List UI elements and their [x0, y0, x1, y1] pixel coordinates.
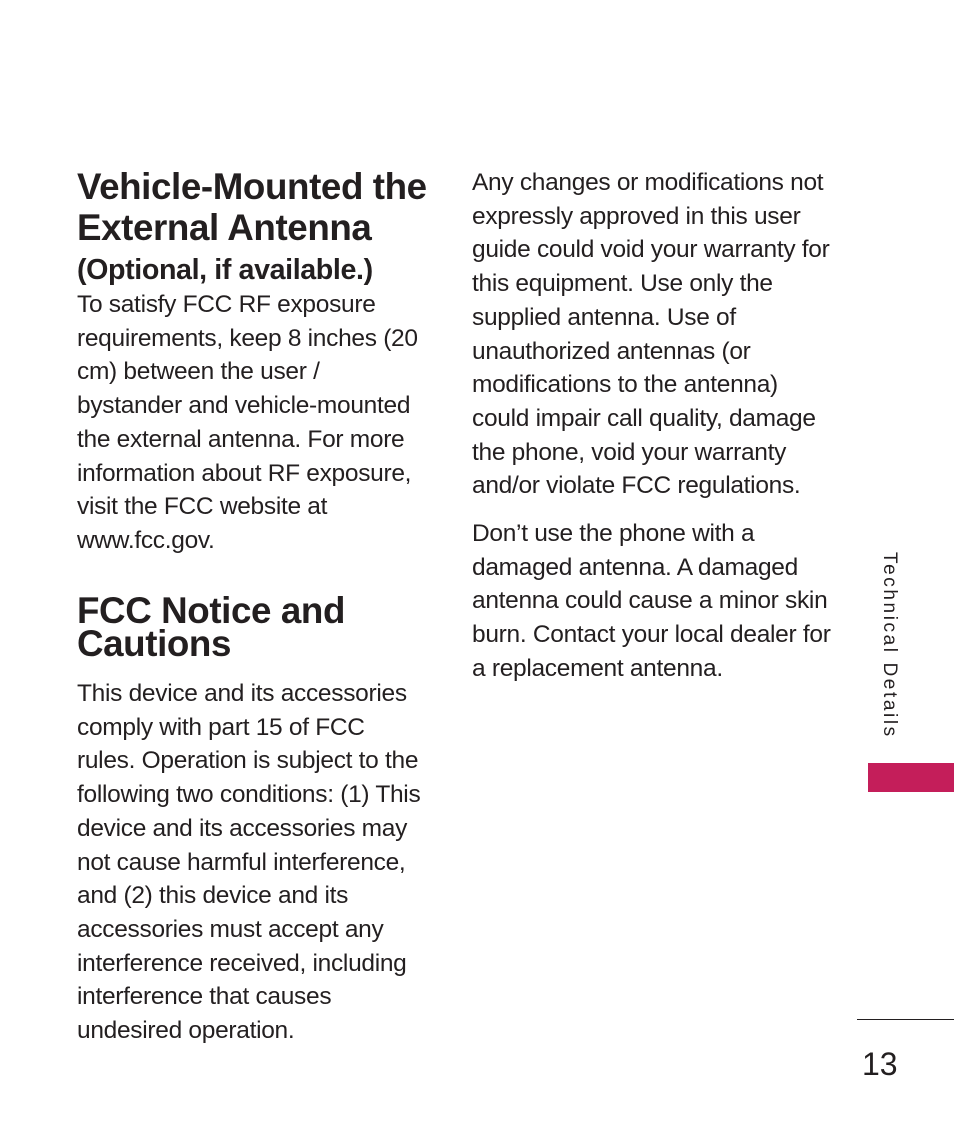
- modifications-paragraph: Any changes or modifications not expressly approved in this user guide could void your warranty for this equipment. Use only the supplied antenna. Use of unauthorized antennas (or modifications to the antenna) could impair call quality, damage the phone, void your warranty and/or violate FCC regulations.: [472, 169, 830, 500]
- optional-subheading: (Optional, if available.): [77, 254, 373, 286]
- fcc-notice-heading: FCC Notice and Cautions: [77, 589, 345, 665]
- vehicle-antenna-heading: Vehicle-Mounted the External Antenna: [77, 166, 427, 248]
- section-tab-label: Technical Details: [879, 552, 900, 739]
- section-tab-marker: [868, 763, 954, 792]
- rf-exposure-paragraph: To satisfy FCC RF exposure requirements, keep 8 inches (20 cm) between the user / bystander and vehicle-mounted the external antenna. For more information about RF exposure, visit the FCC website at www.fcc.gov.: [77, 291, 418, 554]
- footer-divider: [857, 1019, 954, 1020]
- page-number: 13: [862, 1046, 898, 1082]
- damaged-antenna-paragraph: Don’t use the phone with a damaged antenna. A damaged antenna could cause a minor skin burn. Contact your local dealer for a replacement antenna.: [472, 520, 831, 682]
- left-column: [77, 166, 429, 1048]
- right-column: [472, 166, 832, 686]
- fcc-notice-paragraph: This device and its accessories comply with part 15 of FCC rules. Operation is subject to the following two conditions: (1) This device and its accessories may not cause harmful interference, and (2) this device and its accessories must accept any interference received, including interference that causes undesired operation.: [77, 680, 421, 1045]
